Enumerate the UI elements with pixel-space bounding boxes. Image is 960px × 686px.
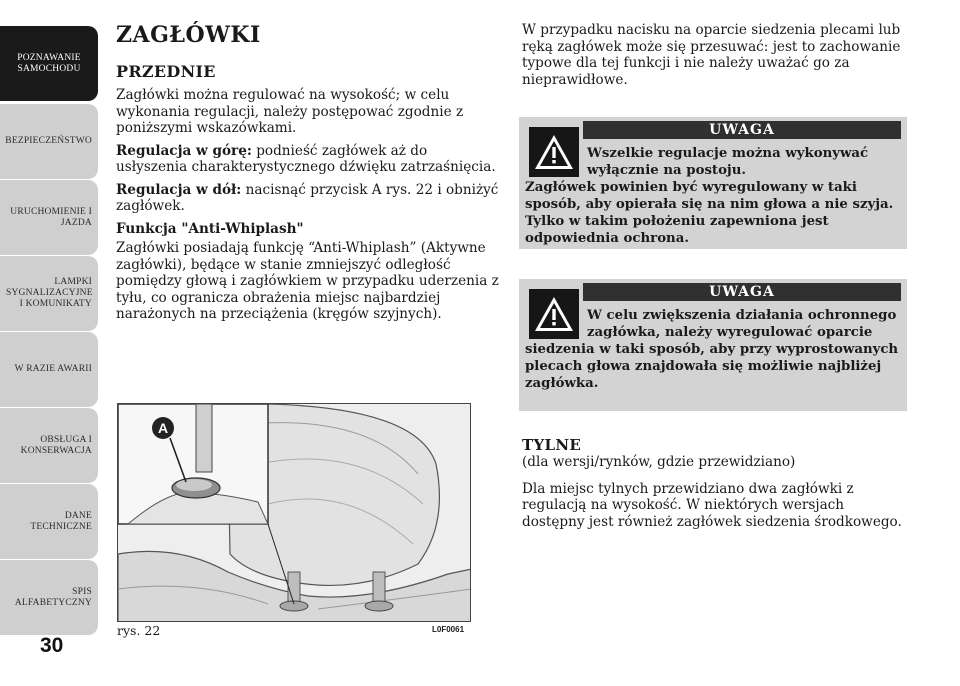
tab-bezpieczenstwo[interactable] (0, 104, 98, 179)
tab-uruchomienie[interactable] (0, 180, 98, 255)
warning-lead: Wszelkie regulacje można wykonywać wyłącznie na postoju. (587, 146, 869, 178)
rear-paragraph: Dla miejsc tylnych przewidziano dwa zagłówki z regulacją na wysokość. W niektórych wersjach dostępny jest również zagłówek siedzenia środkowego. (522, 480, 902, 530)
warning-triangle-icon (529, 289, 579, 339)
rear-section (522, 436, 907, 536)
rear-note: (dla wersji/rynków, gdzie przewidziano) (522, 454, 796, 470)
adjust-down-paragraph (116, 182, 501, 215)
figure-marker: A (157, 420, 169, 436)
left-column (116, 22, 501, 329)
tab-label: BEZPIECZEŃSTWO (5, 136, 92, 146)
headrest-illustration (118, 404, 471, 622)
warning-rest: Zagłówek powinien być wyregulowany w taki sposób, aby opierała się na nim głowa a nie szyja. Tylko w takim położeniu zapewniona jest odpowiednia ochrona. (525, 180, 894, 246)
right-intro-paragraph: W przypadku nacisku na oparcie siedzenia plecami lub ręką zagłówek może się przesuwać: jest to zachowanie typowe dla tej funkcji i nie należy uważać go za nieprawidłowe. (522, 22, 901, 88)
rear-title: TYLNE (522, 436, 582, 454)
warning-text (525, 307, 901, 392)
figure-caption: rys. 22 (117, 623, 161, 638)
adjust-up-label: Regulacja w górę: (116, 142, 252, 159)
figure-code: L0F0061 (432, 625, 465, 634)
warning-triangle-icon (529, 127, 579, 177)
tab-label: DANE TECHNICZNE (30, 510, 92, 532)
adjust-down-label: Regulacja w dół: (116, 181, 242, 198)
tab-label: W RAZIE AWARII (14, 364, 92, 374)
warning-rest: siedzenia w taki sposób, aby przy wyprostowanych plecach głowa znajdowała się możliwie najbliżej zagłówka. (525, 342, 899, 391)
warning-heading: UWAGA (583, 283, 901, 301)
adjust-up-paragraph (116, 143, 501, 176)
warning-text (525, 145, 901, 247)
subsection-title: PRZEDNIE (116, 62, 216, 81)
warning-lead: W celu zwiększenia działania ochronnego zagłówka, należy wyregulować oparcie (587, 308, 897, 340)
adjust-down-text: nacisnąć przycisk A rys. 22 i obniżyć zagłówek. (116, 181, 499, 214)
tab-label: URUCHOMIENIE I JAZDA (10, 206, 92, 228)
whiplash-title: Funkcja "Anti-Whiplash" (116, 220, 304, 237)
tab-w-razie-awarii[interactable] (0, 332, 98, 407)
tab-spis-alfabetyczny[interactable] (0, 560, 98, 635)
headrest-figure (117, 403, 471, 622)
tab-obsluga[interactable] (0, 408, 98, 483)
tab-dane-techniczne[interactable] (0, 484, 98, 559)
tab-label: LAMPKI SYGNALIZACYJNE I KOMUNIKATY (6, 277, 93, 309)
tab-poznawanie[interactable] (0, 26, 98, 101)
tab-lampki[interactable] (0, 256, 98, 331)
tab-label: SPIS ALFABETYCZNY (14, 586, 92, 608)
warning-box-2 (519, 279, 907, 411)
whiplash-paragraph: Zagłówki posiadają funkcję “Anti-Whiplash” (Aktywne zagłówki), będące w stanie zmniejszyć odległość pomiędzy głową i zagłówkiem w przypadku uderzenia z tyłu, co ogranicza obrażenia miejsc najbardziej narażonych na przeciążenia (kręgów szyjnych). (116, 240, 499, 322)
intro-paragraph: Zagłówki można regulować na wysokość; w celu wykonania regulacji, należy postępować zgodnie z poniższymi wskazówkami. (116, 87, 464, 136)
tab-label: OBSŁUGA I KONSERWACJA (20, 434, 92, 456)
section-title: ZAGŁÓWKI (116, 22, 261, 48)
warning-heading: UWAGA (583, 121, 901, 139)
warning-box-1 (519, 117, 907, 249)
adjust-up-text: podnieść zagłówek aż do usłyszenia charakterystycznego dźwięku zatrzaśnięcia. (116, 142, 496, 175)
page-number: 30 (40, 634, 64, 657)
right-column (522, 22, 907, 94)
tab-label: POZNAWANIE SAMOCHODU (17, 52, 81, 74)
